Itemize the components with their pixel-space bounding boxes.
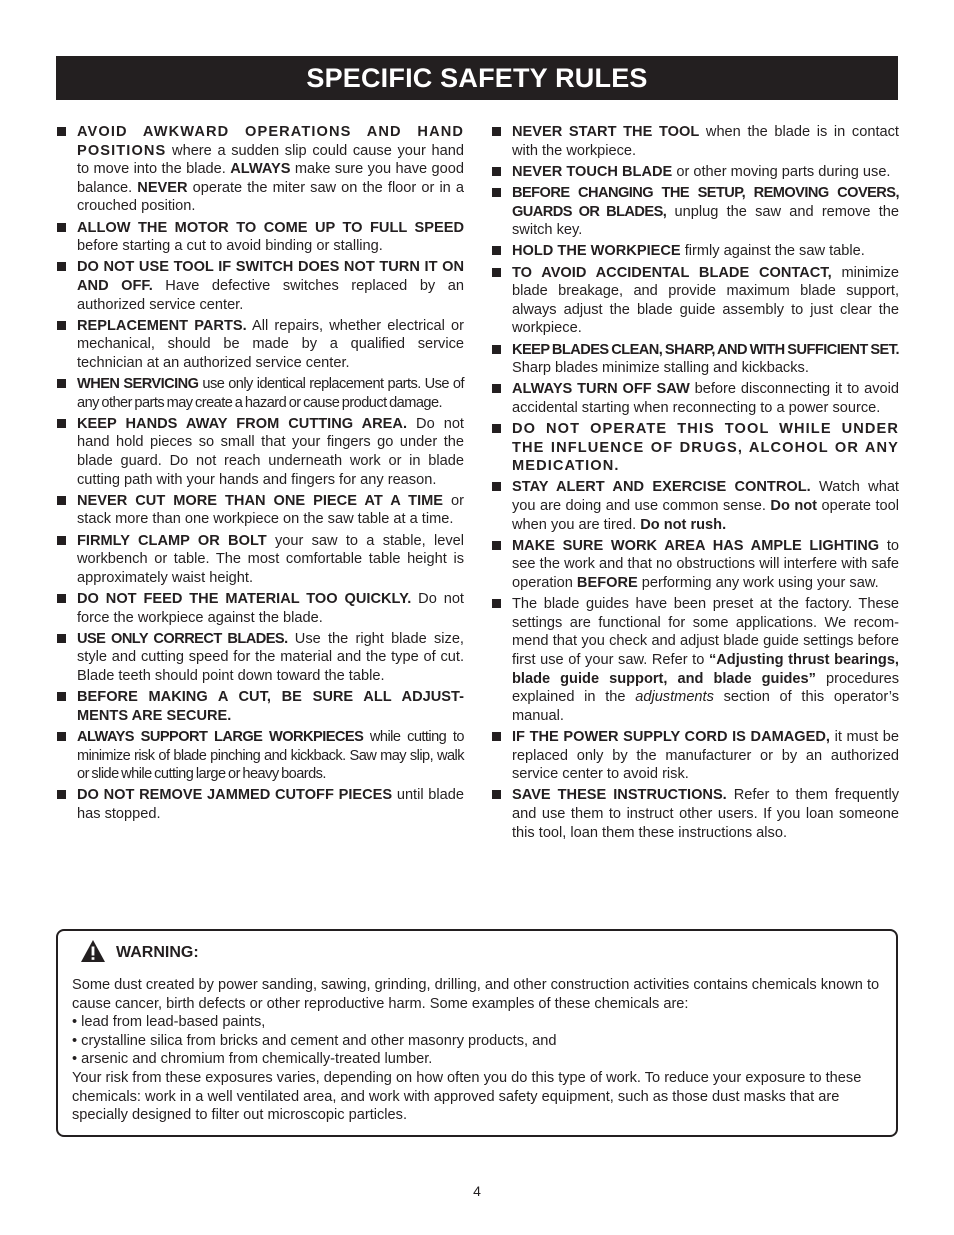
rule-lead: ALWAYS TURN OFF SAW [512, 381, 690, 398]
rule-lead: ALWAYS SUPPORT LARGE WORKPIECES [77, 728, 364, 745]
rule-lead: ALLOW THE MOTOR TO COME UP TO FULL SPEED [77, 219, 464, 236]
rule-item: SAVE THESE INSTRUCTIONS. Refer to them frequently and use them to instruct other users. If you loan someone this tool, loan them these instructions also. [491, 786, 899, 842]
bullet-square-icon [492, 732, 501, 741]
rule-lead: MAKE SURE WORK AREA HAS AMPLE LIGHTING [512, 537, 880, 554]
rule-item [491, 420, 899, 476]
rule-item: DO NOT FEED THE MATERIAL TOO QUICKLY. Do not force the workpiece against the blade. [56, 590, 464, 627]
bullet-square-icon [492, 599, 501, 608]
rule-lead: KEEP BLADES CLEAN, SHARP, AND WITH SUFFICIENT SET. [512, 341, 899, 358]
bullet-square-icon [492, 790, 501, 799]
rule-lead: KEEP HANDS AWAY FROM CUTTING AREA. [77, 415, 407, 432]
left-column [56, 123, 464, 826]
rule-lead: The blade guides have been preset at the factory. These settings are functional for some applications. We recom-mend that you check and adjust blade guide settings before first use of your saw. Refer to [512, 596, 899, 668]
warning-box [56, 929, 898, 1137]
warning-bullet: • crystalline silica from bricks and cement and other masonry products, and [72, 1032, 557, 1049]
rule-lead: FIRMLY CLAMP OR BOLT [77, 532, 267, 549]
bullet-square-icon [57, 536, 66, 545]
rule-item: ALWAYS TURN OFF SAW before disconnecting it to avoid accidental starting when reconnecting to a power source. [491, 380, 899, 417]
rule-item [56, 688, 464, 725]
page-title: SPECIFIC SAFETY RULES [306, 63, 648, 93]
bullet-square-icon [492, 424, 501, 433]
rule-item: KEEP BLADES CLEAN, SHARP, AND WITH SUFFICIENT SET. Sharp blades minimize stalling and kickbacks. [491, 341, 899, 378]
rule-item: ALWAYS SUPPORT LARGE WORKPIECES while cutting to minimize risk of blade pinching and kickback. Saw may slip, walk or slide while cutting large or heavy boards. [56, 728, 464, 784]
bullet-square-icon [492, 384, 501, 393]
rule-lead: DO NOT OPERATE THIS TOOL WHILE UNDER THE INFLUENCE OF DRUGS, ALCOHOL OR ANY MEDICATION. [512, 421, 899, 475]
rule-lead: DO NOT REMOVE JAMMED CUTOFF PIECES [77, 787, 393, 804]
bullet-square-icon [57, 692, 66, 701]
bullet-square-icon [57, 321, 66, 330]
rule-lead: REPLACEMENT PARTS. [77, 317, 247, 334]
bullet-square-icon [492, 482, 501, 491]
rule-item: MAKE SURE WORK AREA HAS AMPLE LIGHTING to see the work and that no obstructions will interfere with safe operation BEFORE performing any work using your saw. [491, 537, 899, 593]
rule-item: AVOID AWKWARD OPERATIONS AND HAND POSITIONS where a sudden slip could cause your hand to move into the blade. ALWAYS make sure you have good balance. NEVER operate the miter saw on the floor or in a crouched position. [56, 123, 464, 216]
bullet-square-icon [492, 188, 501, 197]
rule-item: NEVER CUT MORE THAN ONE PIECE AT A TIME or stack more than one workpiece on the saw table at a time. [56, 492, 464, 529]
page-number: 4 [473, 1183, 481, 1199]
rule-item: STAY ALERT AND EXERCISE CONTROL. Watch what you are doing and use common sense. Do not operate tool when you are tired. Do not rush. [491, 478, 899, 534]
bullet-square-icon [57, 419, 66, 428]
rule-lead: IF THE POWER SUPPLY CORD IS DAMAGED, [512, 728, 830, 745]
rule-lead: NEVER CUT MORE THAN ONE PIECE AT A TIME [77, 492, 444, 509]
bullet-square-icon [57, 379, 66, 388]
bullet-square-icon [492, 127, 501, 136]
warning-bullet: • lead from lead-based paints, [72, 1014, 266, 1031]
bullet-square-icon [57, 496, 66, 505]
rule-item: KEEP HANDS AWAY FROM CUTTING AREA. Do not hand hold pieces so small that your fingers go under the blade guard. Do not reach underneath work or in blade cutting path with your hands and fingers for any reason. [56, 415, 464, 489]
warning-outro: Your risk from these exposures varies, depending on how often you do this type of work. To reduce your exposure to these chemicals: work in a well ventilated area, and work with approved safety equipment, such as those dust masks that are specially designed to filter out microscopic particles. [72, 1069, 862, 1124]
rule-item: DO NOT REMOVE JAMMED CUTOFF PIECES until blade has stopped. [56, 786, 464, 823]
rule-lead: WHEN SERVICING [77, 376, 199, 393]
warning-triangle-icon [80, 939, 106, 963]
rule-item: USE ONLY CORRECT BLADES. Use the right blade size, style and cutting speed for the material and the type of cut. Blade teeth should point down toward the table. [56, 630, 464, 686]
warning-title: WARNING: [116, 944, 199, 961]
bullet-square-icon [57, 223, 66, 232]
rule-lead: DO NOT USE TOOL IF SWITCH DOES NOT TURN IT ON AND OFF. [77, 259, 464, 294]
bullet-square-icon [492, 345, 501, 354]
bullet-square-icon [57, 594, 66, 603]
rule-lead: NEVER TOUCH BLADE [512, 163, 673, 180]
rule-item: NEVER TOUCH BLADE or other moving parts during use. [491, 163, 899, 182]
rule-item: ALLOW THE MOTOR TO COME UP TO FULL SPEED before starting a cut to avoid binding or stalling. [56, 219, 464, 256]
bullet-square-icon [492, 268, 501, 277]
rule-lead: STAY ALERT AND EXERCISE CONTROL. [512, 479, 811, 496]
rule-lead: AVOID AWKWARD OPERATIONS AND HAND POSITIONS [77, 124, 464, 159]
rule-lead: USE ONLY CORRECT BLADES. [77, 630, 288, 647]
bullet-square-icon [57, 127, 66, 136]
title-bar [56, 56, 898, 100]
rule-item: IF THE POWER SUPPLY CORD IS DAMAGED, it must be replaced only by the manufacturer or by an authorized service center to avoid risk. [491, 728, 899, 784]
bullet-square-icon [57, 262, 66, 271]
rule-lead: SAVE THESE INSTRUCTIONS. [512, 787, 727, 804]
bullet-square-icon [492, 246, 501, 255]
right-column [491, 123, 899, 845]
rule-lead: HOLD THE WORKPIECE [512, 243, 681, 260]
rule-lead: TO AVOID ACCIDENTAL BLADE CONTACT, [512, 264, 832, 281]
rule-item: The blade guides have been preset at the factory. These settings are functional for some applications. We recom-mend that you check and adjust blade guide settings before first use of your saw. Refer to “Adjusting thrust bearings, blade guide support, and blade guides” procedures explained in the adjustments section of this operator’s manual. [491, 595, 899, 725]
rule-lead: BEFORE MAKING A CUT, BE SURE ALL ADJUST-MENTS ARE SECURE. [77, 689, 464, 724]
rule-item: FIRMLY CLAMP OR BOLT your saw to a stable, level workbench or table. The most comfortable table height is approximately waist height. [56, 532, 464, 588]
bullet-square-icon [492, 541, 501, 550]
warning-intro: Some dust created by power sanding, sawing, grinding, drilling, and other construction activities contains chemicals known to cause cancer, birth defects or other reproductive harm. Some examples of these chemicals are: [72, 977, 880, 1012]
rule-lead: NEVER START THE TOOL [512, 124, 700, 140]
rule-item: HOLD THE WORKPIECE firmly against the saw table. [491, 242, 899, 261]
bullet-square-icon [57, 732, 66, 741]
rule-lead: DO NOT FEED THE MATERIAL TOO QUICKLY. [77, 591, 412, 607]
bullet-square-icon [57, 634, 66, 643]
rule-item: DO NOT USE TOOL IF SWITCH DOES NOT TURN IT ON AND OFF. Have defective switches replaced by an authorized service center. [56, 258, 464, 314]
bullet-square-icon [492, 167, 501, 176]
rule-lead: BEFORE CHANGING THE SETUP, REMOVING COVERS, GUARDS OR BLADES, [512, 184, 899, 220]
bullet-square-icon [57, 790, 66, 799]
rule-item: TO AVOID ACCIDENTAL BLADE CONTACT, minimize blade breakage, and provide maximum blade support, always adjust the blade guide assembly to just clear the workpiece. [491, 264, 899, 338]
rule-item: WHEN SERVICING use only identical replacement parts. Use of any other parts may create a hazard or cause product damage. [56, 375, 464, 412]
rule-item: NEVER START THE TOOL when the blade is in contact with the workpiece. [491, 123, 899, 160]
warning-bullet: • arsenic and chromium from chemically-treated lumber. [72, 1051, 433, 1068]
rule-item: REPLACEMENT PARTS. All repairs, whether electrical or mechanical, should be made by a qualified service technician at an authorized service center. [56, 317, 464, 373]
warning-body [72, 976, 886, 1125]
rule-item: BEFORE CHANGING THE SETUP, REMOVING COVERS, GUARDS OR BLADES, unplug the saw and remove the switch key. [491, 184, 899, 240]
